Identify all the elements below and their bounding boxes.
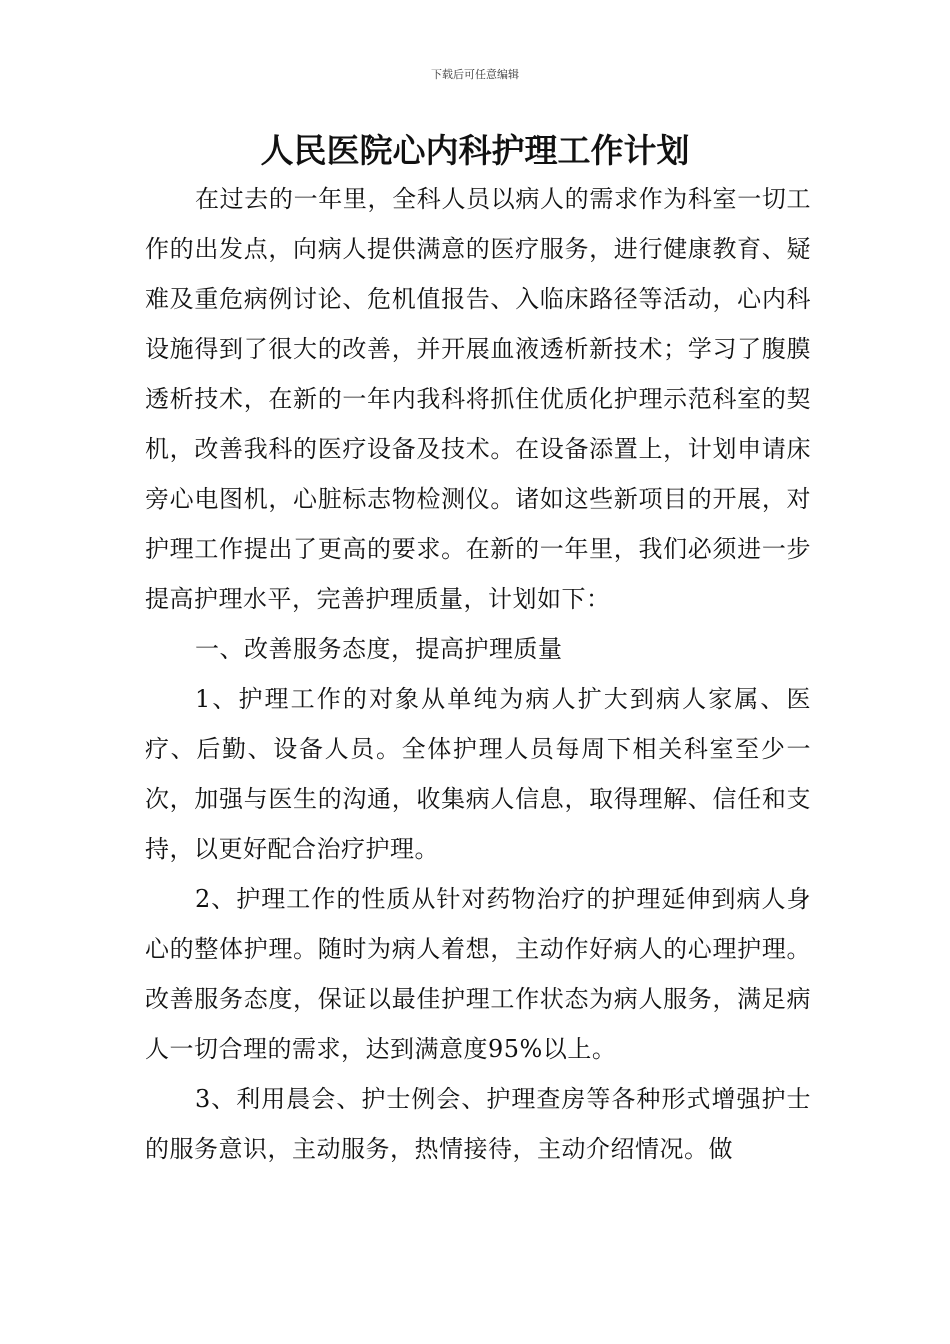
paragraph-item-2: 2、护理工作的性质从针对药物治疗的护理延伸到病人身心的整体护理。随时为病人着想，主动作好病人的心理护理。改善服务态度，保证以最佳护理工作状态为病人服务，满足病人一切合理的需求，达到满意度95%以上。 [145,885,811,1063]
paragraph-intro: 在过去的一年里，全科人员以病人的需求作为科室一切工作的出发点，向病人提供满意的医疗服务，进行健康教育、疑难及重危病例讨论、危机值报告、入临床路径等活动，心内科设施得到了很大的改善，并开展血液透析新技术；学习了腹膜透析技术，在新的一年内我科将抓住优质化护理示范科室的契机，改善我科的医疗设备及技术。在设备添置上，计划申请床旁心电图机，心脏标志物检测仪。诸如这些新项目的开展，对护理工作提出了更高的要求。在新的一年里，我们必须进一步提高护理水平，完善护理质量，计划如下： [145,185,811,613]
header-note: 下载后可任意编辑 [431,68,519,81]
document-title: 人民医院心内科护理工作计划 [260,131,690,170]
paragraph-item-3: 3、利用晨会、护士例会、护理查房等各种形式增强护士的服务意识，主动服务，热情接待，主动介绍情况。做 [145,1085,811,1163]
paragraph-item-1: 1、护理工作的对象从单纯为病人扩大到病人家属、医疗、后勤、设备人员。全体护理人员每周下相关科室至少一次，加强与医生的沟通，收集病人信息，取得理解、信任和支持，以更好配合治疗护理。 [145,685,811,863]
document-body [145,174,811,1174]
section-heading-1: 一、改善服务态度，提高护理质量 [195,635,563,663]
